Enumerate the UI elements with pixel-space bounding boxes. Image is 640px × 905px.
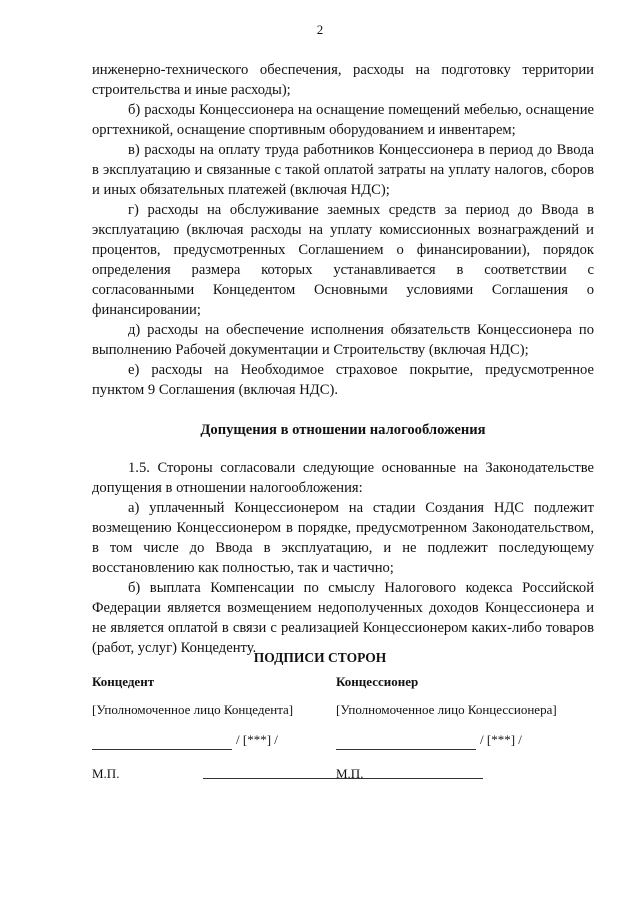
paragraph: инженерно-технического обеспечения, расходы на подготовку территории строительства и иные расходы); bbox=[92, 62, 594, 98]
page-number: 2 bbox=[316, 22, 324, 37]
paragraph: 1.5. Стороны согласовали следующие основанные на Законодательстве допущения в отношении налогообложения: bbox=[92, 460, 594, 496]
party-name: Концессионер bbox=[336, 674, 419, 689]
paragraph: в) расходы на оплату труда работников Концессионера в период до Ввода в эксплуатацию и связанные с такой оплатой затраты на уплату налогов, сборов и иных обязательных платежей (включая НДС); bbox=[92, 142, 594, 198]
paragraph: б) расходы Концессионера на оснащение помещений мебелью, оснащение оргтехникой, оснащение спортивным оборудованием и инвентарем; bbox=[92, 102, 594, 138]
paragraph: г) расходы на обслуживание заемных средств за период до Ввода в эксплуатацию (включая расходы на уплату комиссионных вознаграждений и процентов, предусмотренных Соглашением о финансировании), порядок определения размера которых устанавливается в соответствии с согласованными Концедентом Основными условиями Соглашения о финансировании; bbox=[92, 202, 594, 318]
signatures-title: ПОДПИСИ СТОРОН bbox=[253, 650, 387, 665]
document-body bbox=[92, 60, 594, 658]
section-heading: Допущения в отношении налогообложения bbox=[200, 422, 486, 438]
signature-block-concedent bbox=[92, 672, 322, 784]
paragraph: а) уплаченный Концессионером на стадии Создания НДС подлежит возмещению Концессионером в порядке, предусмотренном Законодательством, в том числе до Ввода в эксплуатацию, и не подлежит последующему восстановлению как полностью, так и частично; bbox=[92, 500, 594, 576]
signature-underline bbox=[92, 735, 232, 750]
representative-name: [Уполномоченное лицо Концедента] bbox=[92, 702, 294, 717]
signature-line bbox=[92, 730, 322, 750]
representative-name: [Уполномоченное лицо Концессионера] bbox=[336, 702, 557, 717]
signature-line bbox=[336, 730, 576, 750]
signature-underline bbox=[336, 735, 476, 750]
signature-block-concessionaire bbox=[336, 672, 576, 784]
paragraph: д) расходы на обеспечение исполнения обязательств Концессионера по выполнению Рабочей документации и Строительству (включая НДС); bbox=[92, 322, 594, 358]
party-name: Концедент bbox=[92, 674, 155, 689]
seal-mark: М.П. bbox=[336, 766, 364, 781]
paragraph: б) выплата Компенсации по смыслу Налогового кодекса Российской Федерации является возмещением недополученных доходов Концессионера и не является оплатой в связи с реализацией Концессионером каких-либо товаров (работ, услуг) Концеденту. bbox=[92, 580, 594, 656]
seal-mark: М.П. bbox=[92, 766, 120, 781]
signature-suffix: / [***] / bbox=[480, 732, 522, 747]
signature-suffix: / [***] / bbox=[236, 732, 278, 747]
paragraph: е) расходы на Необходимое страховое покрытие, предусмотренное пунктом 9 Соглашения (включая НДС). bbox=[92, 362, 594, 398]
bottom-divider bbox=[203, 778, 483, 779]
